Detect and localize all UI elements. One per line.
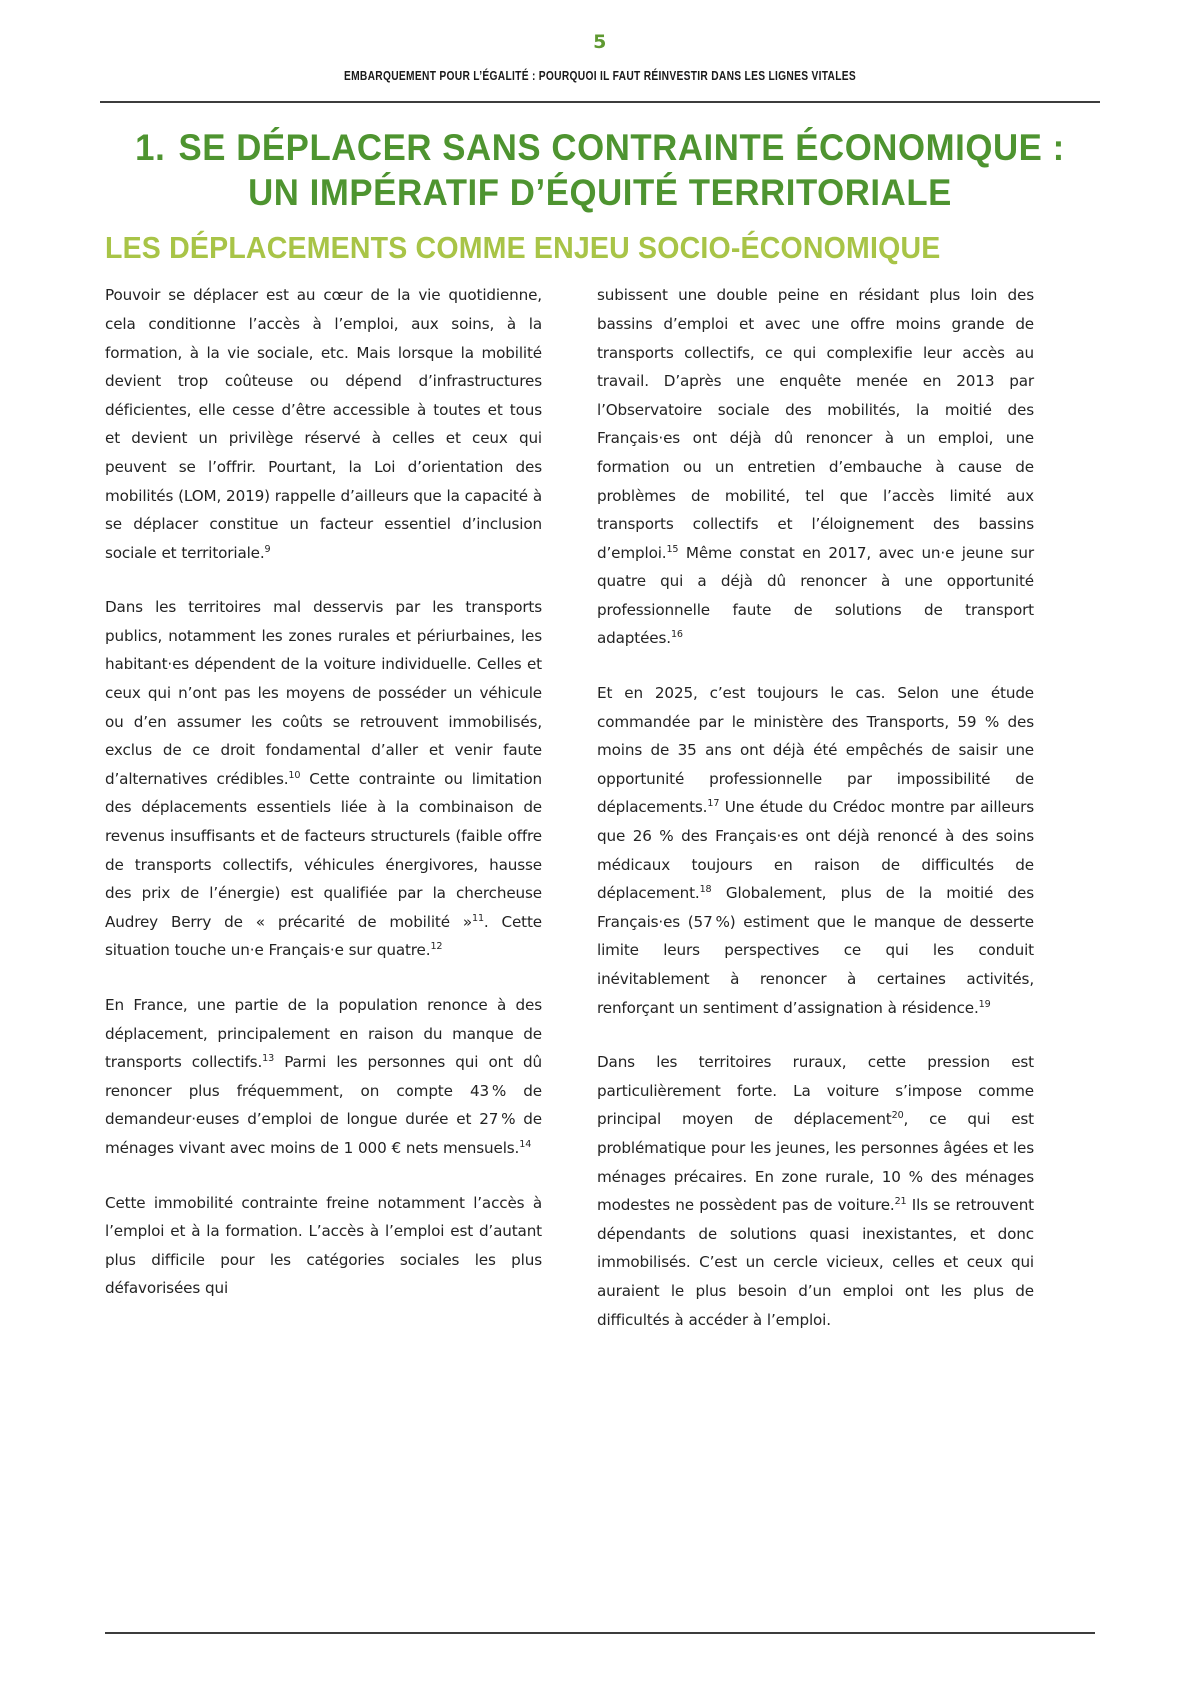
paragraph-6-text-b: Une étude du Crédoc montre par ailleurs que 26 % des Français·es ont déjà renoncé à des soins médicaux toujours en raison de difficultés de déplacement. bbox=[597, 798, 1034, 903]
footnote-ref-17: 17 bbox=[707, 798, 720, 810]
paragraph-7 bbox=[597, 1048, 1034, 1334]
paragraph-5-text-b: Même constat en 2017, avec un·e jeune sur quatre qui a déjà dû renoncer à une opportunité professionnelle faute de solutions de transport adaptées. bbox=[597, 543, 1034, 648]
footnote-ref-11: 11 bbox=[471, 912, 484, 924]
chapter-title-line-2: UN IMPÉRATIF D’ÉQUITÉ TERRITORIALE bbox=[248, 172, 952, 214]
paragraph-2-text-b: Cette contrainte ou limitation des déplacements essentiels liée à la combinaison de revenus insuffisants et de facteurs structurels (faible offre de transports collectifs, véhicules énergivores, hausse des prix de l’énergie) est qualifiée par la chercheuse Audrey Berry de « précarité de mobilité » bbox=[105, 769, 542, 931]
paragraph-6 bbox=[597, 679, 1034, 1022]
section-title: LES DÉPLACEMENTS COMME ENJEU SOCIO-ÉCONOMIQUE bbox=[105, 230, 941, 266]
right-column bbox=[597, 281, 1034, 1334]
header-divider bbox=[100, 101, 1100, 103]
paragraph-3-text-b: Parmi les personnes qui ont dû renoncer plus fréquemment, on compte 43 % de demandeur·euses d’emploi de longue durée et 27 % de ménages vivant avec moins de 1 000 € nets mensuels. bbox=[105, 1053, 542, 1157]
paragraph-4 bbox=[105, 1189, 542, 1303]
page-number: 5 bbox=[593, 31, 607, 53]
running-head: EMBARQUEMENT POUR L’ÉGALITÉ : POURQUOI IL FAUT RÉINVESTIR DANS LES LIGNES VITALES bbox=[343, 69, 857, 83]
footer-divider bbox=[105, 1632, 1095, 1634]
footnote-ref-20: 20 bbox=[891, 1110, 904, 1122]
footnote-ref-10: 10 bbox=[288, 769, 301, 781]
paragraph-2-text-a: Dans les territoires mal desservis par les transports publics, notamment les zones rurales et périurbaines, les habitant·es dépendent de la voiture individuelle. Celles et ceux qui n’ont pas les moyens de posséder un véhicule ou d’en assumer les coûts se retrouvent immobilisés, exclus de ce droit fondamental d’aller et venir faute d’alternatives crédibles. bbox=[105, 598, 542, 788]
title-block bbox=[105, 125, 1095, 265]
footnote-ref-14: 14 bbox=[519, 1138, 532, 1150]
footnote-ref-19: 19 bbox=[978, 998, 991, 1010]
footnote-ref-16: 16 bbox=[670, 629, 683, 641]
chapter-number: 1. bbox=[135, 127, 166, 168]
paragraph-1 bbox=[105, 281, 542, 567]
paragraph-6-text-c: Globalement, plus de la moitié des Français·es (57 %) estiment que le manque de desserte limite leurs perspectives ce qui les conduit inévitablement à renoncer à certaines activités, renforçant un sentiment d’assignation à résidence. bbox=[597, 884, 1034, 1017]
paragraph-2-text-c: . Cette situation touche un·e Français·e sur quatre. bbox=[105, 912, 542, 960]
footnote-ref-9: 9 bbox=[264, 543, 271, 555]
body-columns bbox=[105, 281, 1095, 1334]
paragraph-3 bbox=[105, 991, 542, 1163]
chapter-title bbox=[135, 125, 1066, 215]
footnote-ref-15: 15 bbox=[666, 543, 679, 555]
footnote-ref-18: 18 bbox=[699, 884, 712, 896]
paragraph-4-text: Cette immobilité contrainte freine notamment l’accès à l’emploi et à la formation. L’accès à l’emploi est d’autant plus difficile pour les catégories sociales les plus défavorisées qui bbox=[105, 1193, 542, 1298]
paragraph-1-text: Pouvoir se déplacer est au cœur de la vie quotidienne, cela conditionne l’accès à l’emploi, aux soins, à la formation, à la vie sociale, etc. Mais lorsque la mobilité devient trop coûteuse ou dépend d’infrastructures déficientes, elle cesse d’être accessible à toutes et tous et devient un privilège réservé à celles et ceux qui peuvent se l’offrir. Pourtant, la Loi d’orientation des mobilités (LOM, 2019) rappelle d’ailleurs que la capacité à se déplacer constitue un facteur essentiel d’inclusion sociale et territoriale. bbox=[105, 286, 542, 562]
paragraph-7-text-b: , ce qui est problématique pour les jeunes, les personnes âgées et les ménages précaires. En zone rurale, 10 % des ménages modestes ne possèdent pas de voiture. bbox=[597, 1110, 1034, 1215]
chapter-title-line-1: SE DÉPLACER SANS CONTRAINTE ÉCONOMIQUE : bbox=[178, 127, 1065, 168]
paragraph-7-text-a: Dans les territoires ruraux, cette pression est particulièrement forte. La voiture s’impose comme principal moyen de déplacement bbox=[597, 1053, 1034, 1129]
paragraph-2 bbox=[105, 593, 542, 965]
paragraph-5-text-a: subissent une double peine en résidant plus loin des bassins d’emploi et avec une offre moins grande de transports collectifs, ce qui complexifie leur accès au travail. D’après une enquête menée en 2013 par l’Observatoire sociale des mobilités, la moitié des Français·es ont déjà dû renoncer à un emploi, une formation ou un entretien d’embauche à cause de problèmes de mobilité, tel que l’accès limité aux transports collectifs et l’éloignement des bassins d’emploi. bbox=[597, 286, 1034, 562]
footnote-ref-13: 13 bbox=[262, 1053, 275, 1065]
footnote-ref-21: 21 bbox=[894, 1196, 907, 1208]
paragraph-5 bbox=[597, 281, 1034, 653]
paragraph-7-text-c: Ils se retrouvent dépendants de solutions quasi inexistantes, et donc immobilisés. C’est un cercle vicieux, celles et ceux qui auraient le plus besoin d’un emploi ont les plus de difficultés à accéder à l’emploi. bbox=[597, 1196, 1034, 1329]
paragraph-6-text-a: Et en 2025, c’est toujours le cas. Selon une étude commandée par le ministère des Transports, 59 % des moins de 35 ans ont déjà été empêchés de saisir une opportunité professionnelle par impossibilité de déplacements. bbox=[597, 684, 1034, 817]
paragraph-3-text-a: En France, une partie de la population renonce à des déplacement, principalement en raison du manque de transports collectifs. bbox=[105, 996, 542, 1072]
footnote-ref-12: 12 bbox=[430, 941, 443, 953]
left-column bbox=[105, 281, 542, 1303]
page-header bbox=[0, 0, 1200, 83]
